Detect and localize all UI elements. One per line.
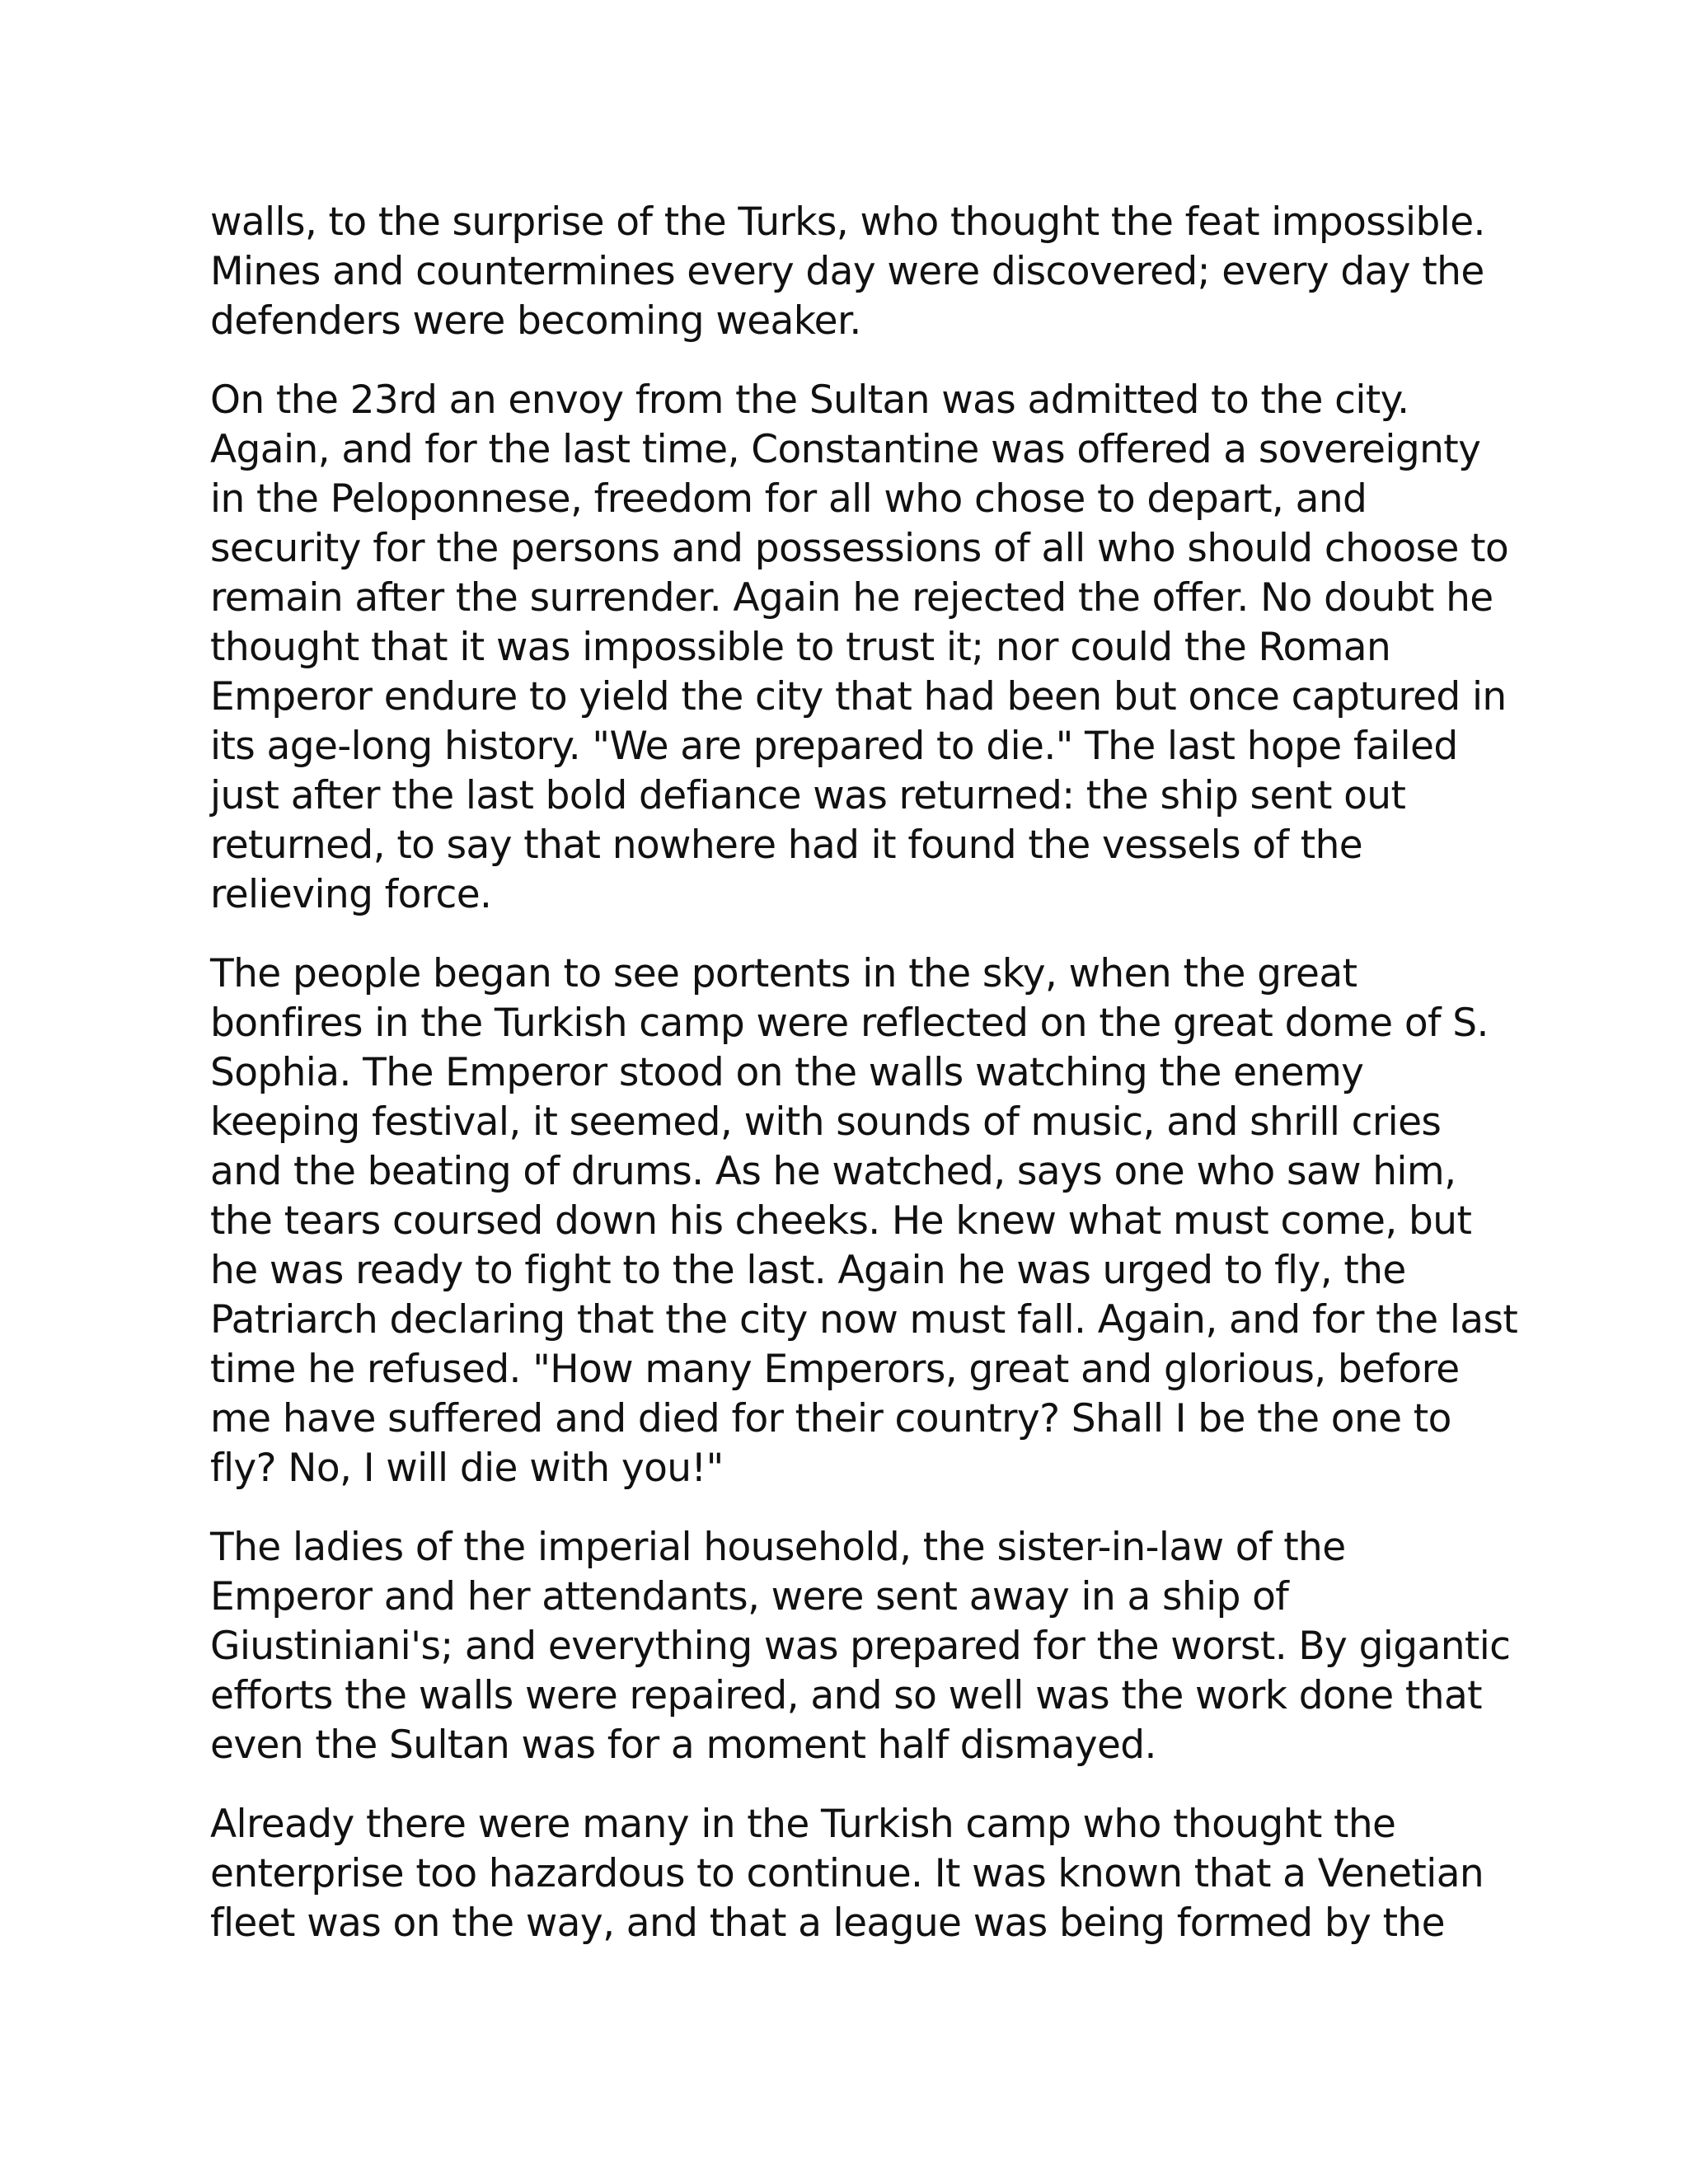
- text-line: thought that it was impossible to trust it; nor could the Roman: [210, 625, 1391, 670]
- text-line: The ladies of the imperial household, the sister-in-law of the: [210, 1525, 1346, 1570]
- paragraph-2: [210, 376, 1509, 920]
- text-line: Already there were many in the Turkish camp who thought the: [210, 1802, 1396, 1847]
- text-line: efforts the walls were repaired, and so well was the work done that: [210, 1673, 1482, 1718]
- text-line: just after the last bold defiance was returned: the ship sent out: [210, 773, 1406, 818]
- text-line: fly? No, I will die with you!": [210, 1446, 724, 1491]
- text-line: time he refused. "How many Emperors, great and glorious, before: [210, 1347, 1460, 1392]
- text-line: Emperor and her attendants, were sent away in a ship of: [210, 1574, 1289, 1619]
- text-line: fleet was on the way, and that a league was being formed by the: [210, 1900, 1445, 1946]
- text-line: the tears coursed down his cheeks. He knew what must come, but: [210, 1198, 1472, 1244]
- text-line: remain after the surrender. Again he rejected the offer. No doubt he: [210, 575, 1493, 621]
- text-line: The people began to see portents in the sky, when the great: [210, 951, 1357, 996]
- text-line: relieving force.: [210, 872, 492, 917]
- text-line: he was ready to fight to the last. Again he was urged to fly, the: [210, 1248, 1406, 1293]
- text-line: security for the persons and possessions of all who should choose to: [210, 526, 1509, 571]
- paragraph-1: [210, 198, 1496, 346]
- text-line: returned, to say that nowhere had it found the vessels of the: [210, 823, 1363, 868]
- text-line: Sophia. The Emperor stood on the walls watching the enemy: [210, 1050, 1364, 1095]
- paragraph-3: [210, 949, 1518, 1493]
- text-line: and the beating of drums. As he watched, says one who saw him,: [210, 1149, 1456, 1194]
- text-line: Giustiniani's; and everything was prepared for the worst. By gigantic: [210, 1624, 1511, 1669]
- text-line: Mines and countermines every day were discovered; every day the: [210, 249, 1484, 294]
- text-line: keeping festival, it seemed, with sounds of music, and shrill cries: [210, 1099, 1442, 1145]
- text-line: even the Sultan was for a moment half dismayed.: [210, 1722, 1156, 1768]
- text-line: Again, and for the last time, Constantine was offered a sovereignty: [210, 427, 1481, 472]
- text-line: its age-long history. "We are prepared to die." The last hope failed: [210, 724, 1458, 769]
- text-line: defenders were becoming weaker.: [210, 298, 861, 344]
- text-line: Emperor endure to yield the city that had been but once captured in: [210, 674, 1507, 719]
- body-text: [210, 198, 1518, 1978]
- text-line: in the Peloponnese, freedom for all who chose to depart, and: [210, 476, 1367, 522]
- text-line: enterprise too hazardous to continue. It was known that a Venetian: [210, 1851, 1484, 1896]
- text-line: Patriarch declaring that the city now must fall. Again, and for the last: [210, 1297, 1518, 1343]
- text-line: me have suffered and died for their country? Shall I be the one to: [210, 1396, 1451, 1441]
- paragraph-5: [210, 1800, 1496, 1948]
- text-line: On the 23rd an envoy from the Sultan was admitted to the city.: [210, 377, 1409, 423]
- paragraph-4: [210, 1523, 1511, 1770]
- text-line: walls, to the surprise of the Turks, who thought the feat impossible.: [210, 199, 1485, 245]
- text-line: bonfires in the Turkish camp were reflected on the great dome of S.: [210, 1001, 1489, 1046]
